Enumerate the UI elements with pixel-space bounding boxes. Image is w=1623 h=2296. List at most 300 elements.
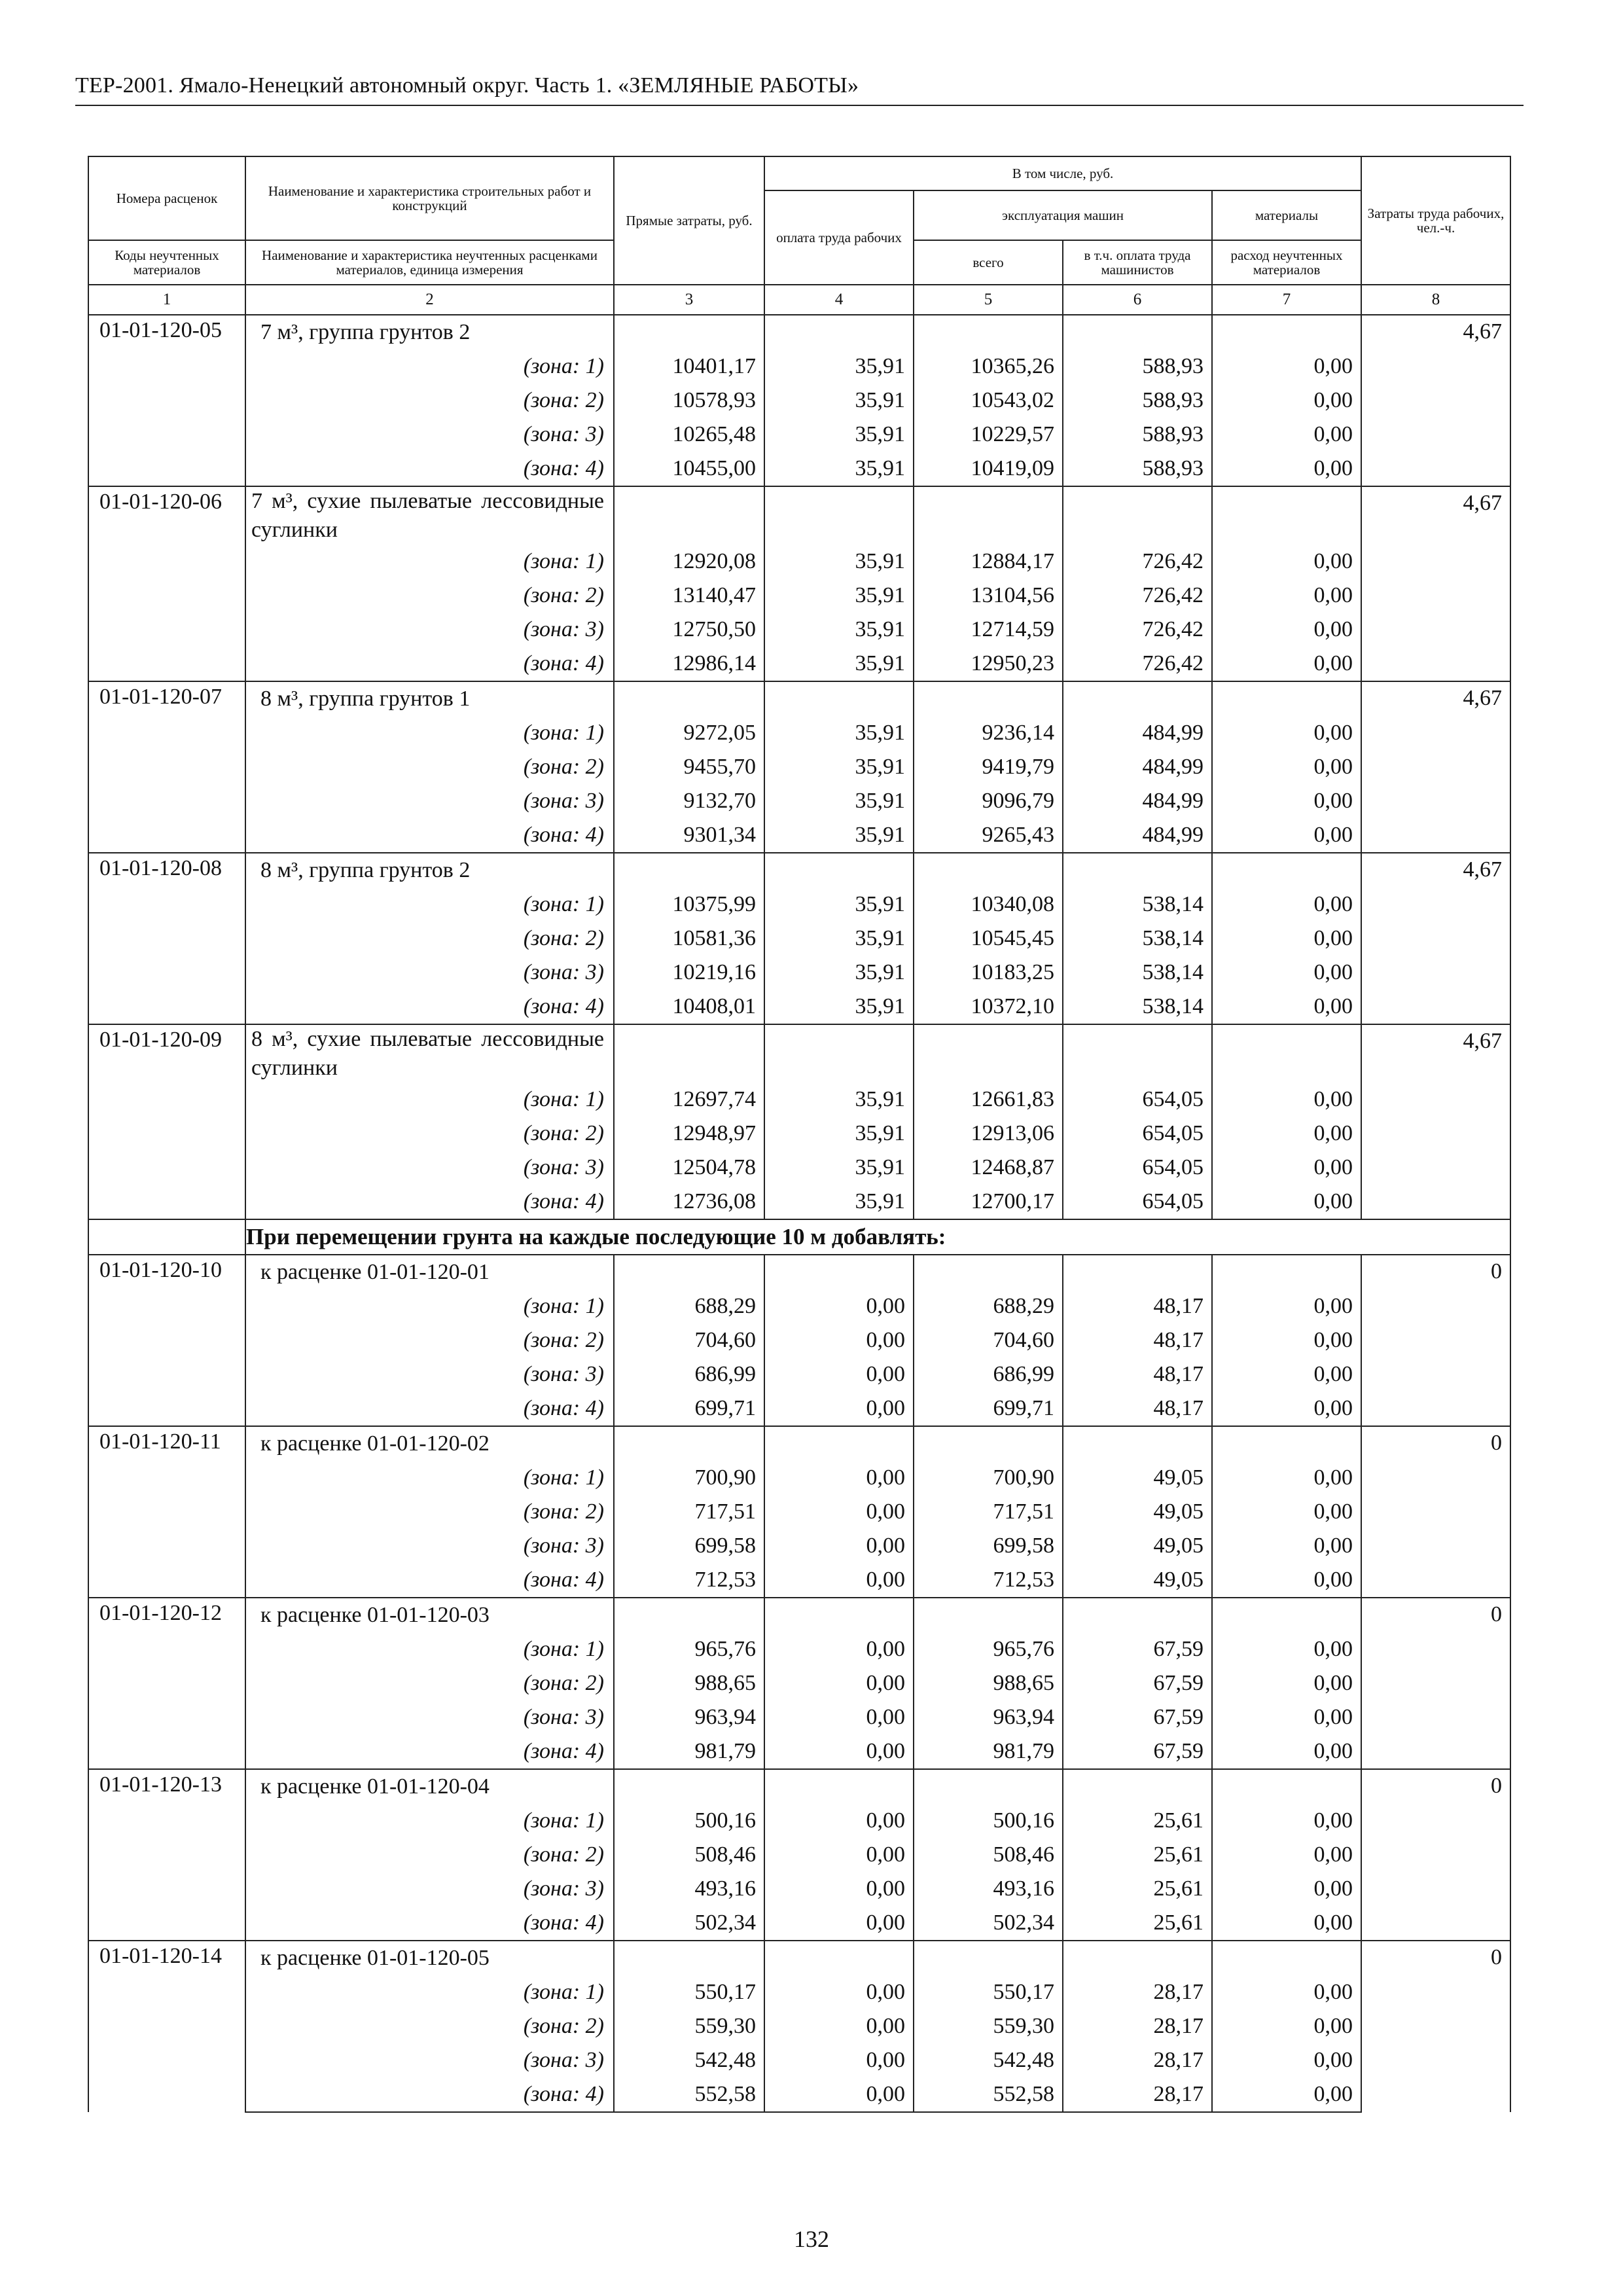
zone-label: (зона: 3) [245,2043,614,2077]
zone-row [88,1083,1510,1117]
machines-total: 9265,43 [914,818,1063,853]
direct-costs: 712,53 [614,1563,764,1598]
empty-cell [764,1426,914,1461]
rate-entry-row [88,1024,1510,1083]
machines-total: 550,17 [914,1975,1063,2009]
worker-wages: 0,00 [764,2009,914,2043]
header-machines-total: всего [914,240,1063,285]
materials: 0,00 [1212,2009,1361,2043]
empty-cell [614,1255,764,1289]
empty-cell [764,486,914,545]
direct-costs: 10265,48 [614,418,764,452]
header-material-codes: Коды неучтенных материалов [88,240,245,285]
operator-wages: 484,99 [1063,716,1212,750]
empty-cell [614,1024,764,1083]
zone-row [88,384,1510,418]
zone-row [88,613,1510,647]
empty-cell [614,1769,764,1804]
materials: 0,00 [1212,750,1361,784]
labor-costs: 0 [1361,1769,1510,1941]
machines-total: 12661,83 [914,1083,1063,1117]
worker-wages: 0,00 [764,1975,914,2009]
empty-cell [1212,486,1361,545]
materials: 0,00 [1212,1734,1361,1769]
zone-row [88,1185,1510,1219]
direct-costs: 10408,01 [614,990,764,1024]
direct-costs: 12986,14 [614,647,764,681]
column-number: 3 [614,285,764,315]
operator-wages: 48,17 [1063,1357,1212,1391]
zone-label: (зона: 1) [245,1632,614,1666]
empty-cell [1063,1024,1212,1083]
zone-label: (зона: 4) [245,1734,614,1769]
zone-label: (зона: 3) [245,613,614,647]
operator-wages: 588,93 [1063,452,1212,486]
direct-costs: 9301,34 [614,818,764,853]
labor-costs: 0 [1361,1598,1510,1769]
zone-row [88,784,1510,818]
empty-cell [1212,1769,1361,1804]
materials: 0,00 [1212,1906,1361,1941]
empty-cell [1063,315,1212,350]
materials: 0,00 [1212,1666,1361,1700]
machines-total: 559,30 [914,2009,1063,2043]
empty-cell [914,1255,1063,1289]
table-header [88,156,1510,315]
operator-wages: 49,05 [1063,1529,1212,1563]
worker-wages: 0,00 [764,2077,914,2112]
empty-cell [1063,1941,1212,1975]
rate-title: 8 м³, сухие пылеватые лессовидные суглинки [245,1024,614,1083]
zone-row [88,1975,1510,2009]
rate-code: 01-01-120-05 [88,315,245,486]
operator-wages: 49,05 [1063,1563,1212,1598]
machines-total: 10229,57 [914,418,1063,452]
worker-wages: 0,00 [764,1323,914,1357]
column-number: 5 [914,285,1063,315]
empty-cell [914,1598,1063,1632]
zone-label: (зона: 1) [245,1461,614,1495]
machines-total: 10372,10 [914,990,1063,1024]
machines-total: 10340,08 [914,888,1063,922]
materials: 0,00 [1212,647,1361,681]
zone-row [88,1461,1510,1495]
empty-cell [1212,853,1361,888]
zone-row [88,818,1510,853]
empty-cell [614,1598,764,1632]
header-direct-costs: Прямые затраты, руб. [614,156,764,285]
zone-row [88,579,1510,613]
worker-wages: 35,91 [764,1185,914,1219]
materials: 0,00 [1212,1838,1361,1872]
zone-label: (зона: 2) [245,922,614,956]
direct-costs: 508,46 [614,1838,764,1872]
empty-cell [914,681,1063,716]
rate-code: 01-01-120-07 [88,681,245,853]
worker-wages: 35,91 [764,1117,914,1151]
operator-wages: 25,61 [1063,1838,1212,1872]
zone-label: (зона: 3) [245,956,614,990]
rate-title: к расценке 01-01-120-03 [245,1598,614,1632]
empty-cell [614,1941,764,1975]
zone-row [88,922,1510,956]
materials: 0,00 [1212,613,1361,647]
rate-code: 01-01-120-11 [88,1426,245,1598]
section-heading [88,1219,1510,1255]
zone-label: (зона: 4) [245,1563,614,1598]
empty-cell [764,853,914,888]
machines-total: 12468,87 [914,1151,1063,1185]
empty-cell [764,1255,914,1289]
zone-row [88,1632,1510,1666]
materials: 0,00 [1212,2043,1361,2077]
operator-wages: 25,61 [1063,1872,1212,1906]
page-header: ТЕР-2001. Ямало-Ненецкий автономный округ. Часть 1. «ЗЕМЛЯНЫЕ РАБОТЫ» [75,73,859,98]
rate-entry-row [88,1769,1510,1804]
worker-wages: 0,00 [764,2043,914,2077]
empty-cell [1063,1255,1212,1289]
operator-wages: 48,17 [1063,1289,1212,1323]
operator-wages: 28,17 [1063,1975,1212,2009]
zone-row [88,1151,1510,1185]
zone-label: (зона: 1) [245,350,614,384]
zone-row [88,1666,1510,1700]
operator-wages: 25,61 [1063,1804,1212,1838]
rate-code: 01-01-120-06 [88,486,245,681]
rate-code: 01-01-120-10 [88,1255,245,1426]
rate-entry-row [88,1598,1510,1632]
materials: 0,00 [1212,1975,1361,2009]
direct-costs: 10219,16 [614,956,764,990]
empty-cell [1212,1941,1361,1975]
operator-wages: 67,59 [1063,1700,1212,1734]
machines-total: 502,34 [914,1906,1063,1941]
zone-label: (зона: 2) [245,579,614,613]
direct-costs: 12948,97 [614,1117,764,1151]
zone-label: (зона: 1) [245,1975,614,2009]
worker-wages: 35,91 [764,579,914,613]
operator-wages: 654,05 [1063,1117,1212,1151]
zone-label: (зона: 3) [245,1872,614,1906]
header-rule [75,105,1524,106]
empty-cell [764,681,914,716]
rate-entry-row [88,853,1510,888]
empty-cell [1063,486,1212,545]
rate-title: к расценке 01-01-120-02 [245,1426,614,1461]
header-machines-group: эксплуатация машин [914,190,1212,240]
materials: 0,00 [1212,452,1361,486]
empty-cell [1063,1769,1212,1804]
materials: 0,00 [1212,1804,1361,1838]
header-labor-costs: Затраты труда рабочих, чел.-ч. [1361,156,1510,285]
direct-costs: 9455,70 [614,750,764,784]
worker-wages: 35,91 [764,647,914,681]
zone-row [88,545,1510,579]
header-materials-group: материалы [1212,190,1361,240]
empty-cell [914,486,1063,545]
rate-title: к расценке 01-01-120-01 [245,1255,614,1289]
rate-entry-row [88,1941,1510,1975]
worker-wages: 35,91 [764,545,914,579]
header-rate-numbers: Номера расценок [88,156,245,240]
machines-total: 12884,17 [914,545,1063,579]
rate-title: 8 м³, группа грунтов 2 [245,853,614,888]
worker-wages: 35,91 [764,418,914,452]
zone-label: (зона: 1) [245,716,614,750]
machines-total: 699,71 [914,1391,1063,1426]
machines-total: 9419,79 [914,750,1063,784]
zone-label: (зона: 4) [245,818,614,853]
zone-label: (зона: 4) [245,1185,614,1219]
zone-label: (зона: 2) [245,1117,614,1151]
header-materials-usage: расход неучтенных материалов [1212,240,1361,285]
machines-total: 9096,79 [914,784,1063,818]
operator-wages: 538,14 [1063,922,1212,956]
machines-total: 9236,14 [914,716,1063,750]
direct-costs: 542,48 [614,2043,764,2077]
direct-costs: 9272,05 [614,716,764,750]
empty-cell [764,1024,914,1083]
empty-cell [764,1941,914,1975]
empty-cell [614,853,764,888]
machines-total: 542,48 [914,2043,1063,2077]
operator-wages: 484,99 [1063,750,1212,784]
materials: 0,00 [1212,2077,1361,2112]
machines-total: 963,94 [914,1700,1063,1734]
materials: 0,00 [1212,1529,1361,1563]
rate-title: 8 м³, группа грунтов 1 [245,681,614,716]
empty-cell [914,315,1063,350]
materials: 0,00 [1212,818,1361,853]
rate-title: к расценке 01-01-120-05 [245,1941,614,1975]
worker-wages: 35,91 [764,452,914,486]
header-work-name: Наименование и характеристика строительных работ и конструкций [245,156,614,240]
machines-total: 10419,09 [914,452,1063,486]
zone-label: (зона: 3) [245,1357,614,1391]
zone-row [88,1495,1510,1529]
column-number: 2 [245,285,614,315]
zone-label: (зона: 4) [245,990,614,1024]
rate-code: 01-01-120-14 [88,1941,245,2112]
materials: 0,00 [1212,1357,1361,1391]
materials: 0,00 [1212,579,1361,613]
machines-total: 12913,06 [914,1117,1063,1151]
worker-wages: 35,91 [764,1083,914,1117]
operator-wages: 484,99 [1063,818,1212,853]
direct-costs: 500,16 [614,1804,764,1838]
rate-title: 7 м³, группа грунтов 2 [245,315,614,350]
machines-total: 686,99 [914,1357,1063,1391]
zone-row [88,1700,1510,1734]
column-number: 1 [88,285,245,315]
direct-costs: 9132,70 [614,784,764,818]
worker-wages: 0,00 [764,1804,914,1838]
zone-label: (зона: 3) [245,418,614,452]
operator-wages: 588,93 [1063,418,1212,452]
empty-cell [764,1598,914,1632]
direct-costs: 559,30 [614,2009,764,2043]
rate-title: к расценке 01-01-120-04 [245,1769,614,1804]
operator-wages: 588,93 [1063,350,1212,384]
zone-label: (зона: 4) [245,1391,614,1426]
direct-costs: 13140,47 [614,579,764,613]
labor-costs: 0 [1361,1941,1510,2112]
direct-costs: 502,34 [614,1906,764,1941]
machines-total: 493,16 [914,1872,1063,1906]
operator-wages: 538,14 [1063,888,1212,922]
worker-wages: 0,00 [764,1461,914,1495]
worker-wages: 35,91 [764,716,914,750]
direct-costs: 10455,00 [614,452,764,486]
operator-wages: 67,59 [1063,1666,1212,1700]
zone-row [88,452,1510,486]
materials: 0,00 [1212,545,1361,579]
direct-costs: 965,76 [614,1632,764,1666]
machines-total: 988,65 [914,1666,1063,1700]
zone-row [88,2077,1510,2112]
zone-label: (зона: 2) [245,384,614,418]
materials: 0,00 [1212,1461,1361,1495]
empty-cell [614,1426,764,1461]
empty-cell [1212,1255,1361,1289]
zone-label: (зона: 4) [245,2077,614,2112]
zone-row [88,1872,1510,1906]
empty-cell [914,1024,1063,1083]
zone-label: (зона: 2) [245,1323,614,1357]
table-body-a [88,315,1510,1219]
direct-costs: 988,65 [614,1666,764,1700]
worker-wages: 0,00 [764,1906,914,1941]
rate-entry-row [88,681,1510,716]
empty-cell [614,315,764,350]
empty-cell [1063,681,1212,716]
zone-row [88,1357,1510,1391]
zone-row [88,2009,1510,2043]
zone-label: (зона: 4) [245,1906,614,1941]
zone-label: (зона: 1) [245,545,614,579]
empty-cell [1063,1426,1212,1461]
zone-row [88,750,1510,784]
labor-costs: 4,67 [1361,1024,1510,1219]
materials: 0,00 [1212,1632,1361,1666]
operator-wages: 538,14 [1063,990,1212,1024]
machines-total: 12950,23 [914,647,1063,681]
empty-cell [914,853,1063,888]
worker-wages: 0,00 [764,1563,914,1598]
operator-wages: 28,17 [1063,2009,1212,2043]
worker-wages: 35,91 [764,1151,914,1185]
rate-entry-row [88,1255,1510,1289]
materials: 0,00 [1212,784,1361,818]
labor-costs: 0 [1361,1426,1510,1598]
zone-label: (зона: 3) [245,784,614,818]
zone-label: (зона: 3) [245,1151,614,1185]
direct-costs: 10581,36 [614,922,764,956]
machines-total: 688,29 [914,1289,1063,1323]
materials: 0,00 [1212,384,1361,418]
column-numbers-row [88,285,1510,315]
zone-label: (зона: 1) [245,888,614,922]
operator-wages: 726,42 [1063,545,1212,579]
zone-label: (зона: 4) [245,647,614,681]
materials: 0,00 [1212,1563,1361,1598]
zone-label: (зона: 2) [245,2009,614,2043]
worker-wages: 0,00 [764,1872,914,1906]
empty-cell [614,681,764,716]
operator-wages: 654,05 [1063,1083,1212,1117]
direct-costs: 699,58 [614,1529,764,1563]
empty-cell [614,486,764,545]
zone-label: (зона: 2) [245,1666,614,1700]
machines-total: 700,90 [914,1461,1063,1495]
machines-total: 717,51 [914,1495,1063,1529]
worker-wages: 35,91 [764,818,914,853]
worker-wages: 35,91 [764,956,914,990]
header-operator-wages: в т.ч. оплата труда машинистов [1063,240,1212,285]
materials: 0,00 [1212,1185,1361,1219]
worker-wages: 0,00 [764,1529,914,1563]
worker-wages: 0,00 [764,1289,914,1323]
labor-costs: 4,67 [1361,681,1510,853]
materials: 0,00 [1212,350,1361,384]
worker-wages: 35,91 [764,350,914,384]
direct-costs: 688,29 [614,1289,764,1323]
operator-wages: 726,42 [1063,613,1212,647]
direct-costs: 12697,74 [614,1083,764,1117]
empty-cell [764,1769,914,1804]
zone-row [88,2043,1510,2077]
worker-wages: 0,00 [764,1734,914,1769]
direct-costs: 12736,08 [614,1185,764,1219]
empty-cell [914,1769,1063,1804]
materials: 0,00 [1212,888,1361,922]
worker-wages: 35,91 [764,922,914,956]
zone-row [88,1838,1510,1872]
empty-cell [914,1426,1063,1461]
column-number: 4 [764,285,914,315]
worker-wages: 0,00 [764,1838,914,1872]
empty-cell [1212,1598,1361,1632]
zone-row [88,1529,1510,1563]
worker-wages: 0,00 [764,1391,914,1426]
machines-total: 12700,17 [914,1185,1063,1219]
materials: 0,00 [1212,1700,1361,1734]
machines-total: 13104,56 [914,579,1063,613]
column-number: 8 [1361,285,1510,315]
table-body-b [88,1255,1510,2112]
zone-row [88,647,1510,681]
column-number: 7 [1212,285,1361,315]
materials: 0,00 [1212,1083,1361,1117]
header-material-name: Наименование и характеристика неучтенных расценками материалов, единица измерения [245,240,614,285]
zone-row [88,1734,1510,1769]
empty-cell [1212,1024,1361,1083]
machines-total: 12714,59 [914,613,1063,647]
zone-row [88,1804,1510,1838]
operator-wages: 588,93 [1063,384,1212,418]
worker-wages: 0,00 [764,1700,914,1734]
labor-costs: 4,67 [1361,853,1510,1024]
operator-wages: 484,99 [1063,784,1212,818]
direct-costs: 704,60 [614,1323,764,1357]
price-table [88,156,1511,2113]
header-worker-wages: оплата труда рабочих [764,190,914,285]
direct-costs: 10401,17 [614,350,764,384]
labor-costs: 4,67 [1361,486,1510,681]
zone-row [88,716,1510,750]
worker-wages: 0,00 [764,1632,914,1666]
materials: 0,00 [1212,418,1361,452]
